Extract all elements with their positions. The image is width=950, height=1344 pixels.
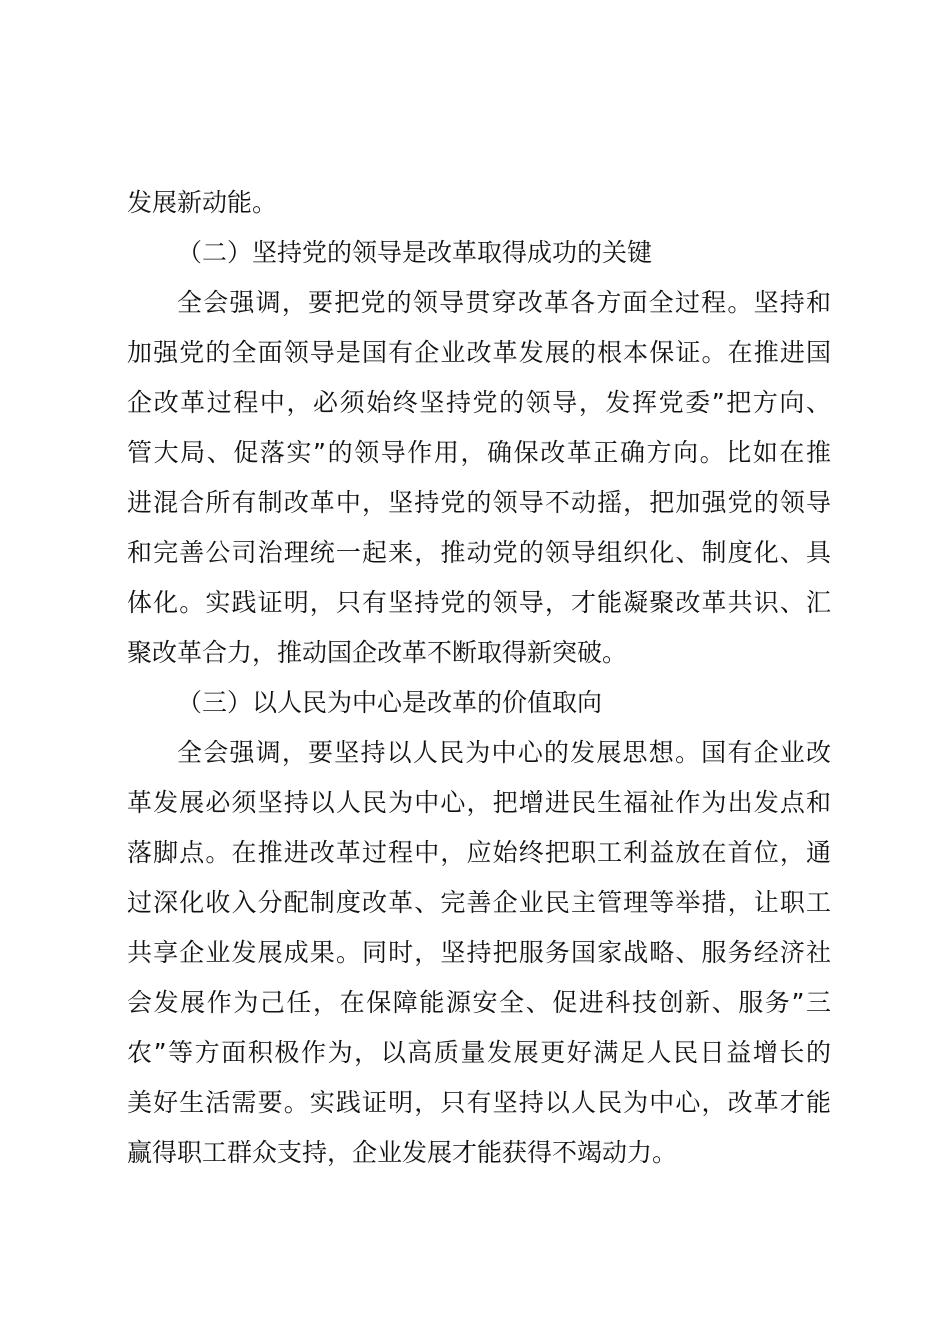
paragraph-line: 聚改革合力，推动国企改革不断取得新突破。 — [127, 638, 628, 667]
paragraph-line: 赢得职工群众支持，企业发展才能获得不竭动力。 — [127, 1138, 678, 1167]
document-body — [127, 178, 831, 1178]
section-heading-3: （三）以人民为中心是改革的价值取向 — [177, 688, 603, 717]
paragraph-line: 进混合所有制改革中，坚持党的领导不动摇，把加强党的领导 — [127, 488, 831, 517]
paragraph-line: 管大局、促落实”的领导作用，确保改革正确方向。比如在推 — [127, 438, 831, 467]
paragraph-line: 加强党的全面领导是国有企业改革发展的根本保证。在推进国 — [127, 338, 831, 367]
paragraph-line: 共享企业发展成果。同时，坚持把服务国家战略、服务经济社 — [127, 938, 831, 967]
paragraph-line: 体化。实践证明，只有坚持党的领导，才能凝聚改革共识、汇 — [127, 588, 831, 617]
paragraph-line: 美好生活需要。实践证明，只有坚持以人民为中心，改革才能 — [127, 1088, 831, 1117]
paragraph-line: 农”等方面积极作为，以高质量发展更好满足人民日益增长的 — [127, 1038, 831, 1067]
paragraph-line: 会发展作为己任，在保障能源安全、促进科技创新、服务”三 — [127, 988, 831, 1017]
paragraph-line: 和完善公司治理统一起来，推动党的领导组织化、制度化、具 — [127, 538, 831, 567]
section-heading-2: （二）坚持党的领导是改革取得成功的关键 — [177, 238, 653, 267]
paragraph-line: 落脚点。在推进改革过程中，应始终把职工利益放在首位，通 — [127, 838, 831, 867]
paragraph-line: 革发展必须坚持以人民为中心，把增进民生福祉作为出发点和 — [127, 788, 831, 817]
paragraph-line: 发展新动能。 — [127, 188, 278, 217]
paragraph-line: 全会强调，要坚持以人民为中心的发展思想。国有企业改 — [177, 738, 831, 767]
paragraph-line: 过深化收入分配制度改革、完善企业民主管理等举措，让职工 — [127, 888, 831, 917]
paragraph-line: 企改革过程中，必须始终坚持党的领导，发挥党委”把方向、 — [127, 388, 831, 417]
paragraph-line: 全会强调，要把党的领导贯穿改革各方面全过程。坚持和 — [177, 288, 831, 317]
